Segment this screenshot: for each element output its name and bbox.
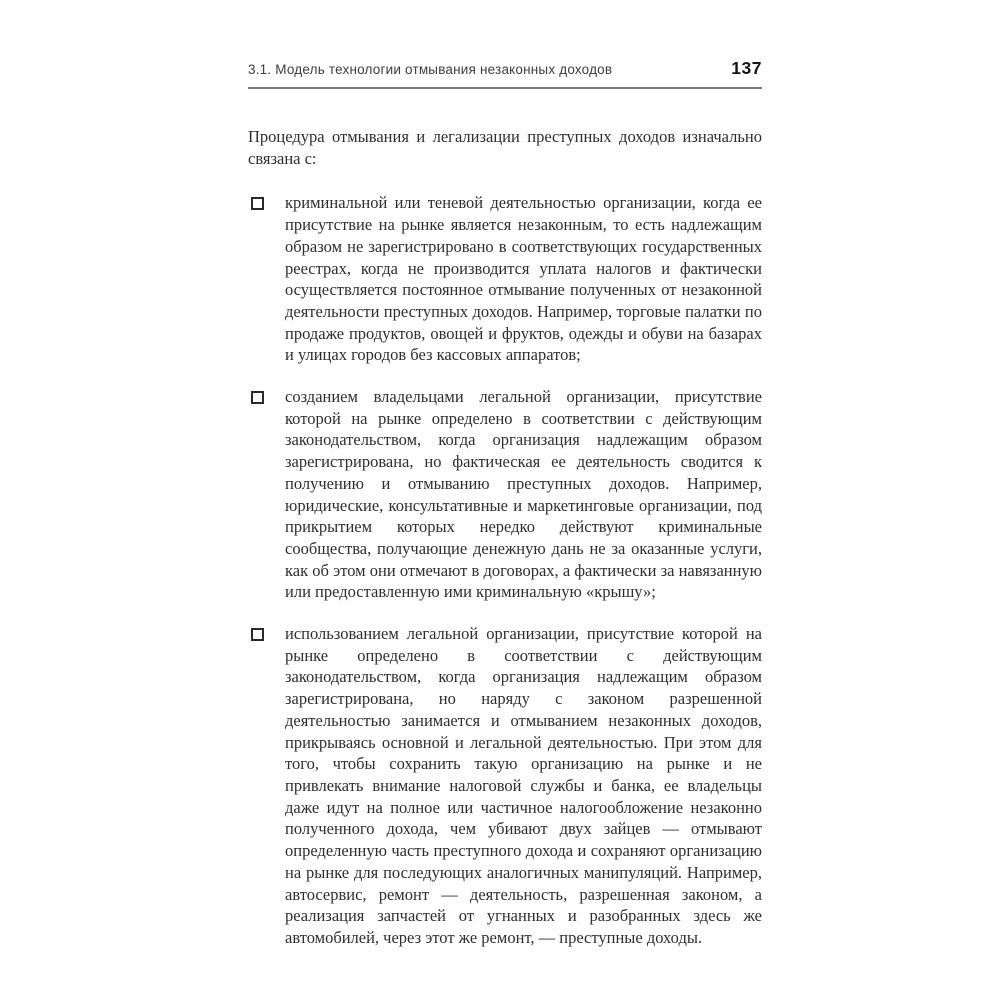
list-item xyxy=(248,386,762,603)
bullet-list xyxy=(248,192,762,948)
list-item xyxy=(248,192,762,366)
square-bullet-icon xyxy=(251,628,264,641)
bullet-text: созданием владельцами легальной организации, присутствие которой на рынке определено в соответствии с действующим законодательством, когда организация надлежащим образом зарегистрирована, но фактическая ее деятельность сводится к получению и отмыванию преступных доходов. Например, юридические, консультативные и маркетинговые организации, под прикрытием которых нередко действуют криминальные сообщества, получающие денежную дань не за оказанные услуги, как об этом они отмечают в договорах, а фактически за навязанную или предоставленную ими криминальную «крышу»; xyxy=(285,387,762,602)
page-number: 137 xyxy=(731,58,762,78)
page-header xyxy=(248,58,762,89)
square-bullet-icon xyxy=(251,197,264,210)
bullet-text: использованием легальной организации, присутствие которой на рынке определено в соответствии с действующим законодательством, когда организация надлежащим образом зарегистрирована, но наряду с законом разрешенной деятельностью занимается и отмыванием незаконных доходов, прикрываясь основной и легальной деятельностью. При этом для того, чтобы сохранить такую организацию на рынке и не привлекать внимание налоговой службы и банка, ее владельцы даже идут на полное или частичное налогообложение незаконно полученного дохода, чем убивают двух зайцев — отмывают определенную часть преступного дохода и сохраняют организацию на рынке для последующих аналогичных манипуляций. Например, автосервис, ремонт — деятельность, разрешенная законом, а реализация запчастей от угнанных и разобранных здесь же автомобилей, через этот же ремонт, — преступные доходы. xyxy=(285,624,762,947)
square-bullet-icon xyxy=(251,391,264,404)
bullet-text: криминальной или теневой деятельностью организации, когда ее присутствие на рынке является незаконным, то есть надлежащим образом не зарегистрировано в соответствующих государственных реестрах, когда не производится уплата налогов и фактически осуществляется постоянное отмывание полученных от незаконной деятельности преступных доходов. Например, торговые палатки по продаже продуктов, овощей и фруктов, одежды и обуви на базарах и улицах городов без кассовых аппаратов; xyxy=(285,193,762,365)
intro-paragraph: Процедура отмывания и легализации преступных доходов изначально связана с: xyxy=(248,127,762,168)
page-content xyxy=(248,58,762,949)
running-title: 3.1. Модель технологии отмывания незаконных доходов xyxy=(248,62,613,77)
list-item xyxy=(248,623,762,949)
